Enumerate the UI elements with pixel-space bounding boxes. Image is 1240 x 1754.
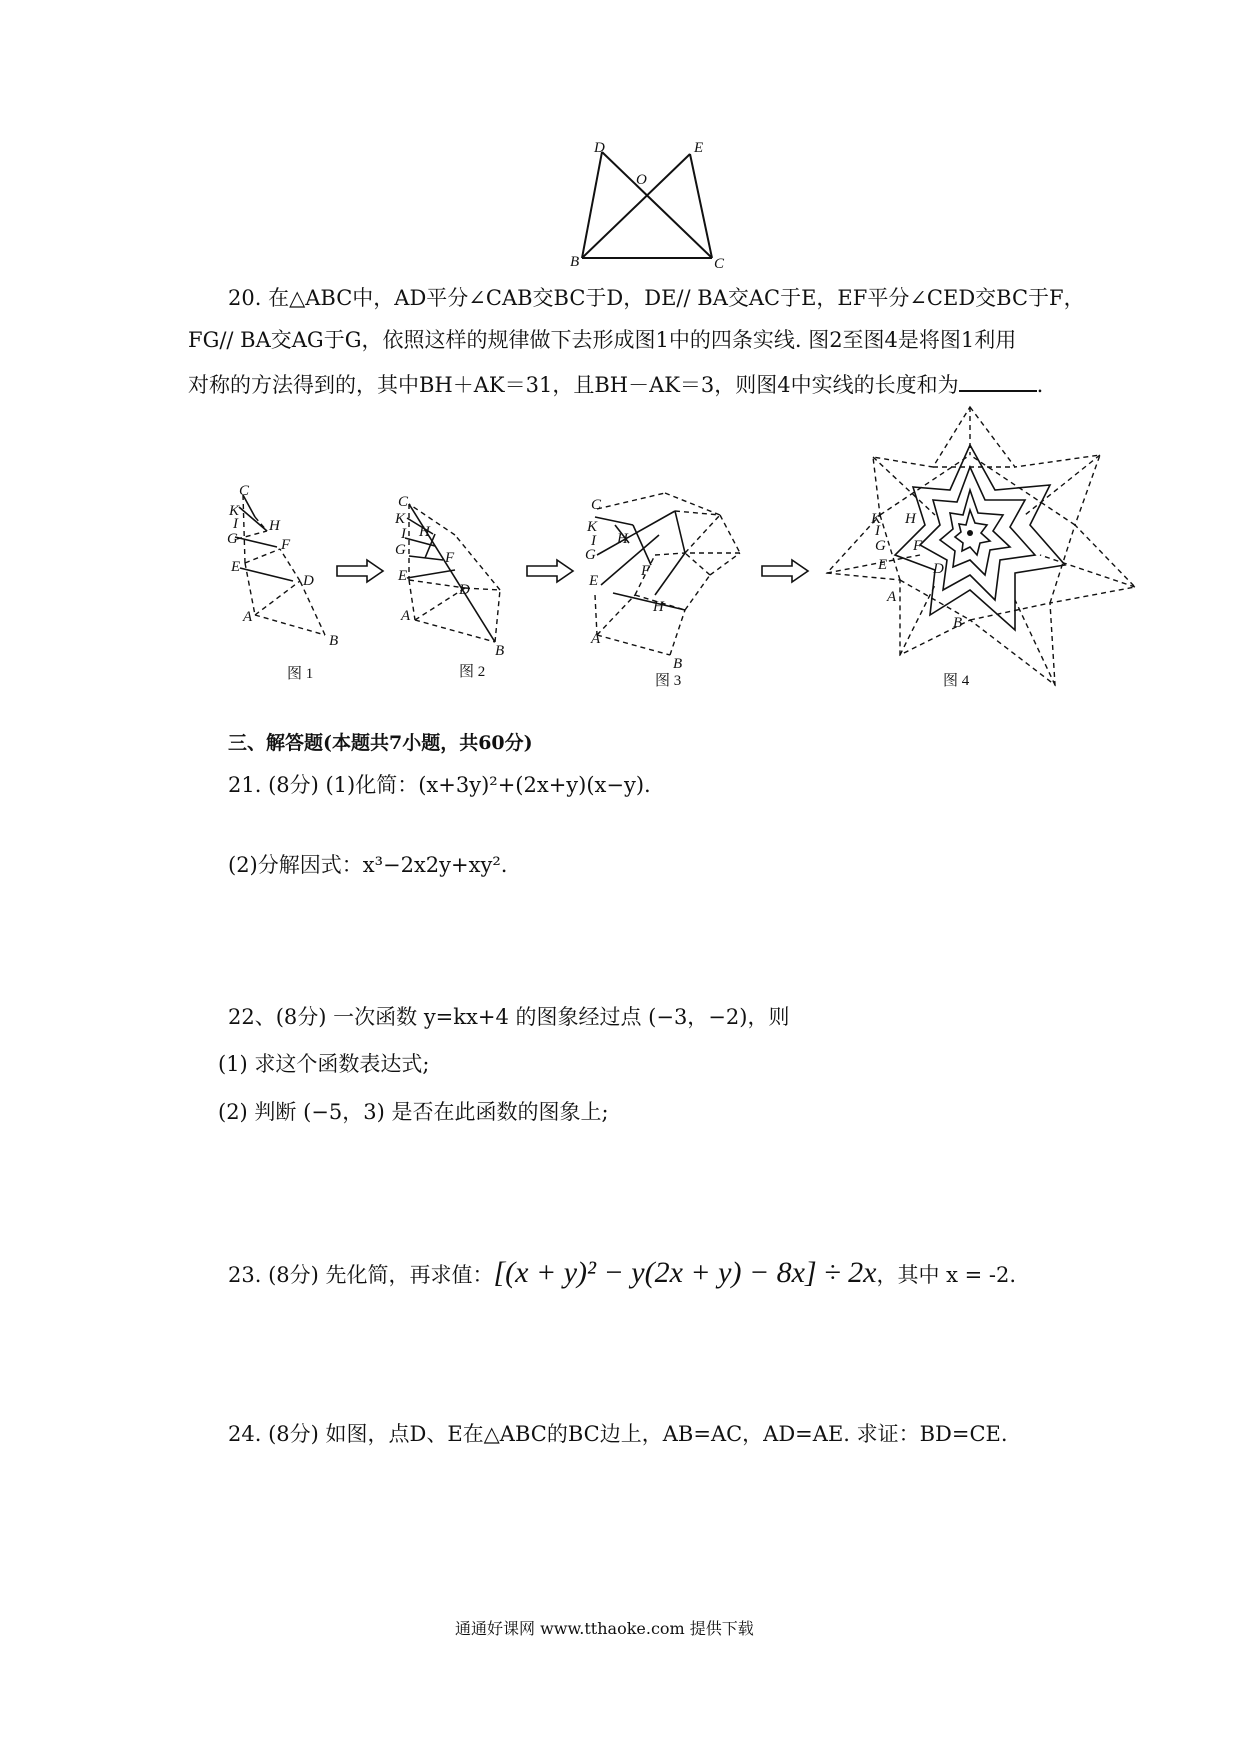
- f4-d: D: [933, 561, 944, 577]
- f1-i: I: [233, 516, 238, 532]
- figure-4: [825, 405, 1145, 710]
- f4-caption: 图 4: [943, 673, 970, 689]
- arrow-right-icon: [760, 558, 810, 584]
- figure-2: [395, 490, 525, 685]
- f2-d: D: [459, 582, 470, 598]
- f4-b: B: [953, 615, 963, 631]
- f1-k: K: [229, 503, 240, 519]
- f2-b: B: [495, 643, 505, 659]
- f3-g: G: [585, 547, 596, 563]
- f1-g: G: [227, 531, 238, 547]
- f4-a: A: [887, 589, 897, 605]
- f3-caption: 图 3: [655, 673, 682, 689]
- f4-i: I: [875, 523, 880, 539]
- section-3-title: 三、解答题(本题共7小题，共60分): [228, 732, 533, 754]
- q23-prefix: 23. (8分) 先化简，再求值：: [228, 1263, 494, 1287]
- f2-caption: 图 2: [459, 664, 486, 680]
- q22-part2: (2) 判断 (−5，3) 是否在此函数的图象上;: [218, 1100, 609, 1124]
- q20-line3: [188, 372, 1043, 396]
- q22-stem: 22、(8分) 一次函数 y=kx+4 的图象经过点 (−3，−2)，则: [228, 1005, 790, 1029]
- q22-part1: (1) 求这个函数表达式;: [218, 1052, 430, 1076]
- f4-e: E: [878, 557, 888, 573]
- f3-b: B: [673, 656, 683, 672]
- f2-c: C: [398, 494, 409, 510]
- f1-caption: 图 1: [287, 666, 314, 682]
- label-e: E: [694, 140, 704, 156]
- q23-suffix: ，其中 x = -2.: [876, 1263, 1017, 1287]
- q21-part2: (2)分解因式：x³−2x2y+xy².: [228, 853, 508, 877]
- top-triangle-figure: [560, 140, 740, 270]
- f2-i: I: [401, 526, 406, 542]
- arrow-right-icon: [525, 558, 575, 584]
- f3-k: K: [587, 519, 598, 535]
- f1-b: B: [329, 633, 339, 649]
- q20-line1: 20. 在△ABC中，AD平分∠CAB交BC于D，DE// BA交AC于E，EF平分∠CED交BC于F，: [228, 286, 1085, 310]
- f2-e: E: [398, 568, 408, 584]
- q23-expression: [(x + y)² − y(2x + y) − 8x] ÷ 2x: [493, 1256, 877, 1289]
- q21-part1: 21. (8分) (1)化简：(x+3y)²+(2x+y)(x−y).: [228, 773, 651, 797]
- label-c: C: [714, 256, 725, 270]
- f1-a: A: [243, 609, 253, 625]
- f4-g: G: [875, 538, 886, 554]
- f4-f: F: [913, 538, 923, 554]
- f4-h: H: [905, 511, 916, 527]
- f1-h: H: [269, 518, 280, 534]
- f2-a: A: [401, 608, 411, 624]
- f3-f: F: [641, 563, 651, 579]
- f2-f: F: [445, 550, 455, 566]
- label-o: O: [636, 172, 647, 188]
- f4-k: K: [871, 511, 882, 527]
- f3-i: I: [591, 533, 596, 549]
- f1-d: D: [303, 573, 314, 589]
- f2-g: G: [395, 542, 406, 558]
- label-d: D: [594, 140, 605, 156]
- f1-c: C: [239, 485, 250, 499]
- f3-h: H: [617, 531, 628, 547]
- q23: [228, 1258, 1016, 1288]
- q20-line3-text: 对称的方法得到的，其中BH＋AK＝31，且BH－AK＝3，则图4中实线的长度和为: [188, 373, 959, 397]
- q20-end: .: [1036, 373, 1044, 397]
- f3-e: E: [589, 573, 599, 589]
- f1-f: F: [281, 537, 291, 553]
- q24: 24. (8分) 如图，点D、E在△ABC的BC边上，AB=AC，AD=AE. 求证：BD=CE.: [228, 1422, 1008, 1446]
- figure-1: [225, 485, 355, 685]
- arrow-right-icon: [335, 558, 385, 584]
- q20-line2: FG// BA交AG于G，依照这样的规律做下去形成图1中的四条实线. 图2至图4是将图1利用: [188, 328, 1017, 352]
- answer-blank[interactable]: [959, 372, 1037, 392]
- f3-h2: H: [653, 599, 664, 615]
- f2-k: K: [395, 511, 406, 527]
- f3-c: C: [591, 497, 602, 513]
- f3-a: A: [591, 631, 601, 647]
- f1-e: E: [231, 559, 241, 575]
- figure-3: [575, 485, 755, 695]
- page-footer: 通通好课网 www.tthaoke.com 提供下载: [455, 1619, 754, 1638]
- f2-h: H: [419, 524, 430, 540]
- label-b: B: [570, 254, 580, 270]
